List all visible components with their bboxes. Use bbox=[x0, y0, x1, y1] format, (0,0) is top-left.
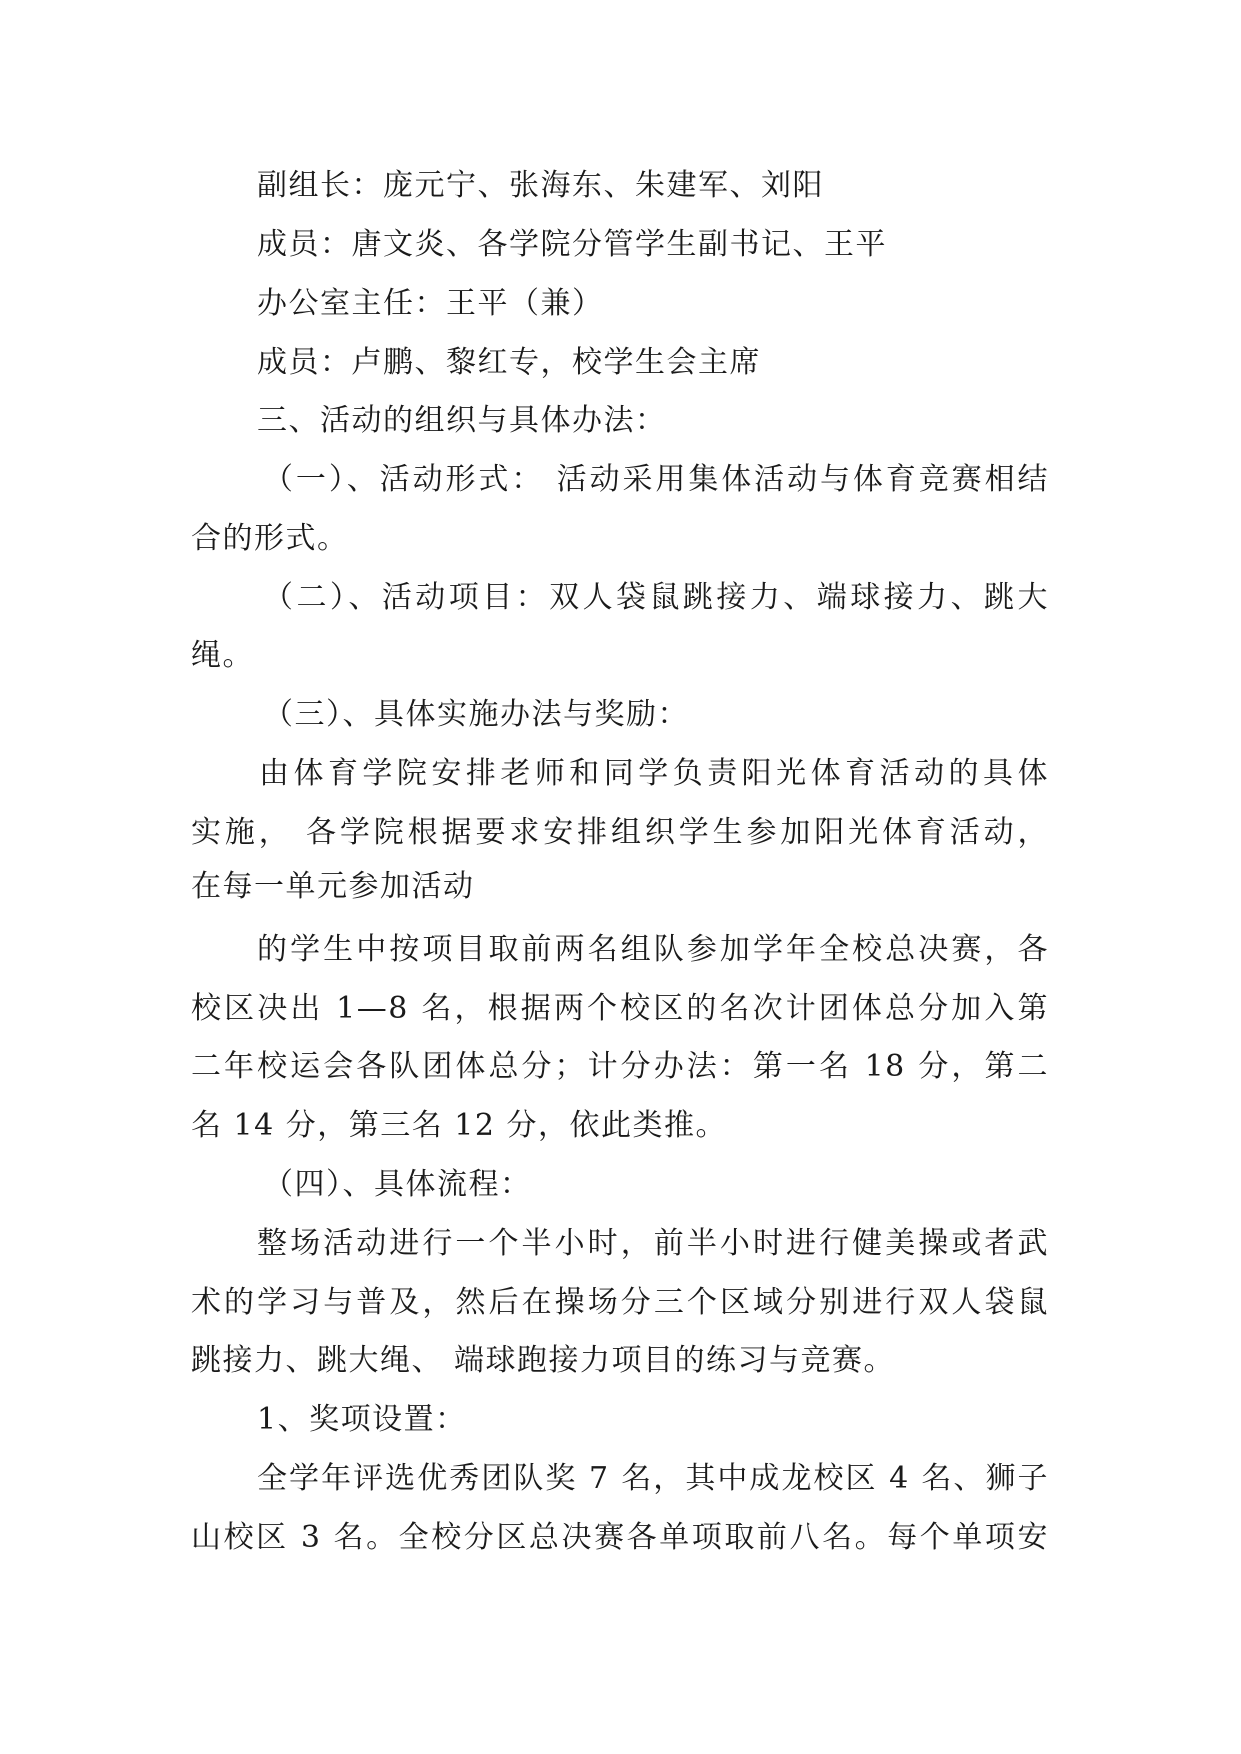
deputy-leaders-line: 副组长：庞元宁、张海东、朱建军、刘阳 bbox=[257, 168, 824, 203]
paragraph-2-line-2: 校区决出 1—8 名，根据两个校区的名次计团体总分加入第 bbox=[191, 991, 1049, 1026]
subsection-2-line-2: 绳。 bbox=[191, 638, 254, 673]
paragraph-3-line-3: 跳接力、跳大绳、 端球跑接力项目的练习与竞赛。 bbox=[191, 1343, 896, 1378]
paragraph-4-line-1: 全学年评选优秀团队奖 7 名，其中成龙校区 4 名、狮子 bbox=[257, 1461, 1049, 1496]
paragraph-1-line-3: 在每一单元参加活动 bbox=[191, 869, 475, 904]
awards-heading: 1、奖项设置： bbox=[257, 1402, 467, 1437]
subsection-1-line-1: （一）、活动形式： 活动采用集体活动与体育竞赛相结 bbox=[263, 462, 1049, 497]
paragraph-3-line-2: 术的学习与普及，然后在操场分三个区域分别进行双人袋鼠 bbox=[191, 1285, 1049, 1320]
paragraph-3-line-1: 整场活动进行一个半小时，前半小时进行健美操或者武 bbox=[257, 1226, 1049, 1261]
paragraph-1-line-1: 由体育学院安排老师和同学负责阳光体育活动的具体 bbox=[259, 756, 1049, 791]
paragraph-2-line-3: 二年校运会各队团体总分；计分办法：第一名 18 分，第二 bbox=[191, 1049, 1049, 1084]
paragraph-2-line-1: 的学生中按项目取前两名组队参加学年全校总决赛，各 bbox=[257, 932, 1049, 967]
section-heading-3: 三、活动的组织与具体办法： bbox=[257, 403, 667, 438]
subsection-4-heading: （四）、具体流程： bbox=[263, 1167, 532, 1202]
office-members-line: 成员：卢鹏、黎红专，校学生会主席 bbox=[257, 345, 761, 380]
subsection-2-line-1: （二）、活动项目：双人袋鼠跳接力、端球接力、跳大 bbox=[263, 580, 1049, 615]
office-director-line: 办公室主任：王平（兼） bbox=[257, 286, 604, 321]
members-line: 成员：唐文炎、各学院分管学生副书记、王平 bbox=[257, 227, 887, 262]
subsection-1-line-2: 合的形式。 bbox=[191, 521, 349, 556]
paragraph-1-line-2: 实施， 各学院根据要求安排组织学生参加阳光体育活动， bbox=[191, 815, 1049, 850]
paragraph-4-line-2: 山校区 3 名。全校分区总决赛各单项取前八名。每个单项安 bbox=[191, 1520, 1049, 1555]
subsection-3-heading: （三）、具体实施办法与奖励： bbox=[263, 697, 689, 732]
paragraph-2-line-4: 名 14 分，第三名 12 分，依此类推。 bbox=[191, 1108, 727, 1143]
